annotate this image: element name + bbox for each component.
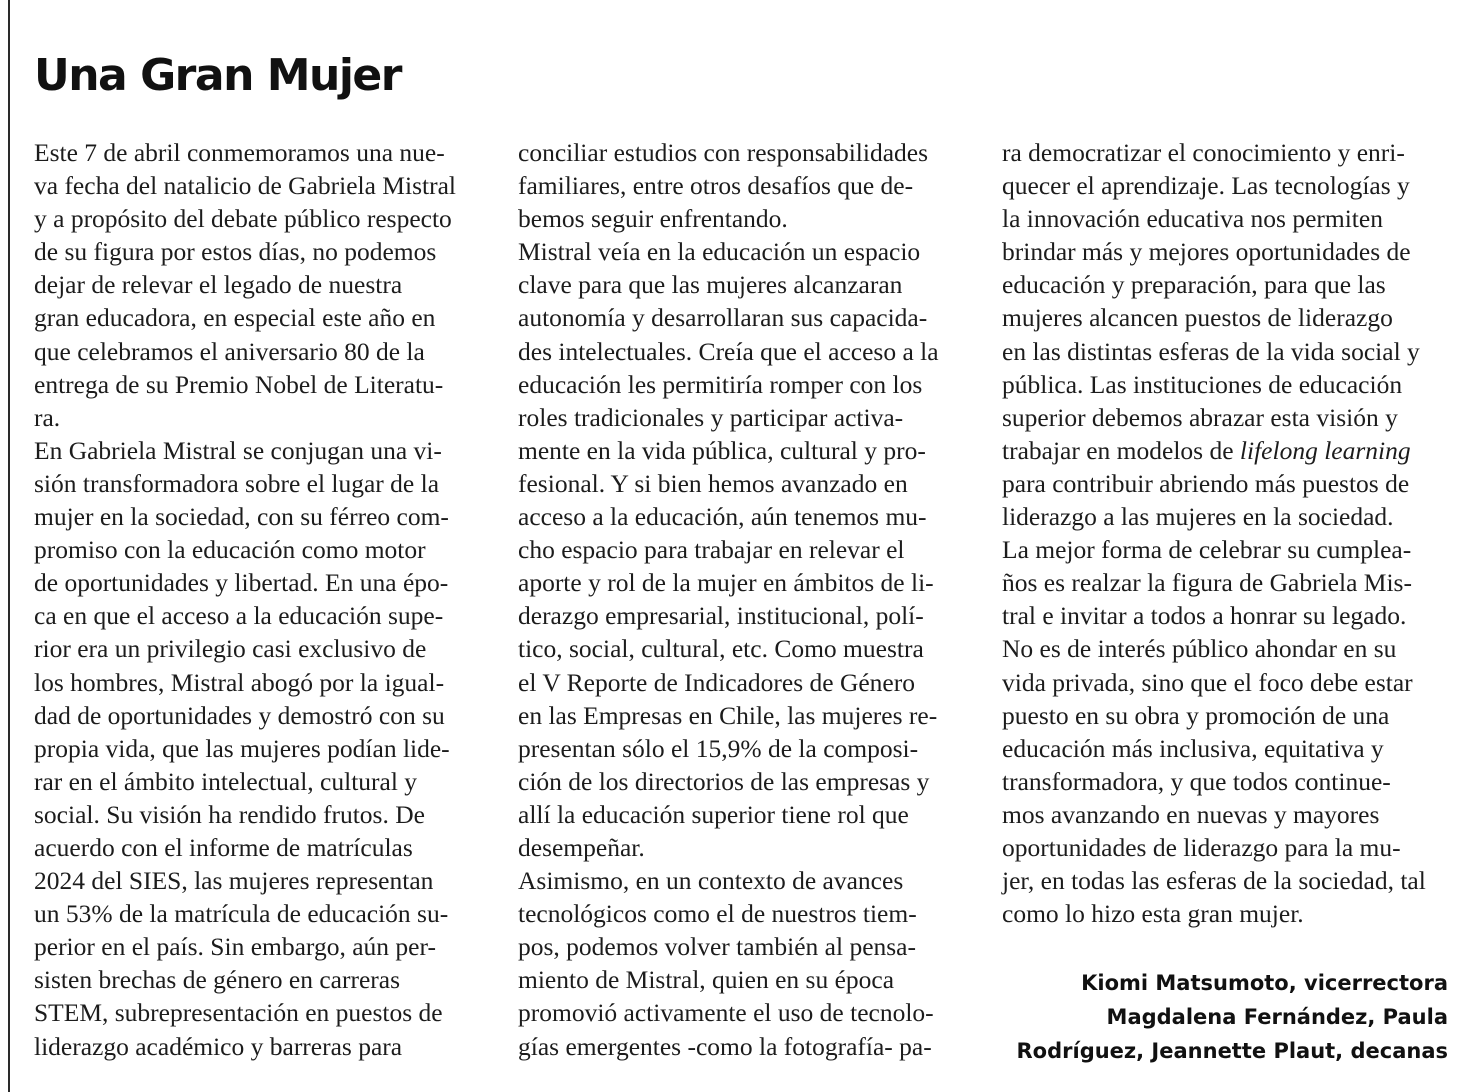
text-line: un 53% de la matrícula de educación su- [34,899,449,929]
text-line: promiso con la educación como motor [34,535,426,565]
text-line: derazgo empresarial, institucional, polí- [518,601,924,631]
text-line: mujeres alcancen puestos de liderazgo [1002,303,1393,333]
text-line: En Gabriela Mistral se conjugan una vi- [34,435,442,465]
text-line: Mistral veía en la educación un espacio [518,237,921,267]
text-line: Asimismo, en un contexto de avances [518,866,904,896]
text-line: de oportunidades y libertad. En una épo- [34,568,449,598]
text-line: rar en el ámbito intelectual, cultural y [34,766,418,796]
text-line: educación más inclusiva, equitativa y [1002,733,1384,763]
text-line: tral e invitar a todos a honrar su legado. [1002,601,1407,631]
text-line: autonomía y desarrollaran sus capacida- [518,303,928,333]
text-line: tecnológicos como el de nuestros tiem- [518,899,917,929]
text-line: STEM, subrepresentación en puestos de [34,998,443,1028]
article-column-3 [1002,136,1452,930]
text-line: la innovación educativa nos permiten [1002,204,1383,234]
signature-line: Rodríguez, Jeannette Plaut, decanas [1016,1039,1448,1063]
text-line: allí la educación superior tiene rol que [518,799,909,829]
text-line: La mejor forma de celebrar su cumplea- [1002,535,1412,565]
text-line: brindar más y mejores oportunidades de [1002,237,1411,267]
text-line: gran educadora, en especial este año en [34,303,436,333]
text-line: gías emergentes -como la fotografía- pa- [518,1031,932,1061]
text-line: clave para que las mujeres alcanzaran [518,270,903,300]
text-line: mos avanzando en nuevas y mayores [1002,799,1380,829]
text-line: fesional. Y si bien hemos avanzado en [518,468,908,498]
text-fragment: trabajar en modelos de [1002,435,1240,465]
text-line: vida privada, sino que el foco debe estar [1002,667,1413,697]
text-line: ca en que el acceso a la educación supe- [34,601,444,631]
text-line-with-italic [1002,434,1452,467]
text-line: entrega de su Premio Nobel de Literatu- [34,369,444,399]
text-line: miento de Mistral, quien en su época [518,965,895,995]
text-line: acceso a la educación, aún tenemos mu- [518,502,927,532]
text-line: que celebramos el aniversario 80 de la [34,336,425,366]
text-line: ción de los directorios de las empresas y [518,766,930,796]
italic-term: lifelong learning [1239,435,1411,465]
text-line: sión transformadora sobre el lugar de la [34,468,440,498]
text-line: va fecha del natalicio de Gabriela Mistral [34,171,456,201]
text-line: familiares, entre otros desafíos que de- [518,171,914,201]
headline: Una Gran Mujer [34,50,401,101]
text-line: educación y preparación, para que las [1002,270,1386,300]
text-line: tico, social, cultural, etc. Como muestra [518,634,924,664]
text-line: mente en la vida pública, cultural y pro- [518,435,926,465]
text-line: quecer el aprendizaje. Las tecnologías y [1002,171,1410,201]
text-line: desempeñar. [518,832,645,862]
text-line: puesto en su obra y promoción de una [1002,700,1390,730]
text-line: transformadora, y que todos continue- [1002,766,1391,796]
text-line: propia vida, que las mujeres podían lide- [34,733,450,763]
text-line: mujer en la sociedad, con su férreo com- [34,502,449,532]
text-line: para contribuir abriendo más puestos de [1002,468,1410,498]
signature [928,966,1448,1068]
text-line: jer, en todas las esferas de la sociedad, tal [1002,866,1426,896]
text-line: promovió activamente el uso de tecnolo- [518,998,934,1028]
text-line: cho espacio para trabajar en relevar el [518,535,905,565]
text-line: presentan sólo el 15,9% de la composi- [518,733,919,763]
text-line: en las Empresas en Chile, las mujeres re- [518,700,938,730]
text-line: pública. Las instituciones de educación [1002,369,1403,399]
text-line: liderazgo a las mujeres en la sociedad. [1002,502,1394,532]
text-line: No es de interés público ahondar en su [1002,634,1397,664]
text-line: pos, podemos volver también al pensa- [518,932,916,962]
text-line: oportunidades de liderazgo para la mu- [1002,832,1401,862]
text-line: Este 7 de abril conmemoramos una nue- [34,138,445,167]
text-line: superior debemos abrazar esta visión y [1002,402,1398,432]
text-line: dad de oportunidades y demostró con su [34,700,445,730]
text-line: sisten brechas de género en carreras [34,965,401,995]
article-column-2 [518,136,964,1063]
signature-line: Magdalena Fernández, Paula [1106,1005,1448,1029]
text-line: y a propósito del debate público respecto [34,204,452,234]
text-line: ra democratizar el conocimiento y enri- [1002,138,1405,167]
article-column-1 [34,136,484,1063]
text-line: como lo hizo esta gran mujer. [1002,899,1304,929]
signature-line: Kiomi Matsumoto, vicerrectora [1081,971,1448,995]
text-line: liderazgo académico y barreras para [34,1031,403,1061]
text-line: los hombres, Mistral abogó por la igual- [34,667,445,697]
text-line: social. Su visión ha rendido frutos. De [34,799,425,829]
text-line: ños es realzar la figura de Gabriela Mis- [1002,568,1412,598]
text-line: aporte y rol de la mujer en ámbitos de li- [518,568,934,598]
text-line: acuerdo con el informe de matrículas [34,832,413,862]
text-line: roles tradicionales y participar activa- [518,402,904,432]
column-rule [8,0,10,1092]
text-line: ra. [34,402,61,432]
text-line: bemos seguir enfrentando. [518,204,788,234]
text-line: en las distintas esferas de la vida social y [1002,336,1420,366]
text-line: dejar de relevar el legado de nuestra [34,270,403,300]
text-line: 2024 del SIES, las mujeres representan [34,866,434,896]
text-line: el V Reporte de Indicadores de Género [518,667,915,697]
text-line: de su figura por estos días, no podemos [34,237,437,267]
text-line: educación les permitiría romper con los [518,369,923,399]
text-line: rior era un privilegio casi exclusivo de [34,634,427,664]
text-line: perior en el país. Sin embargo, aún per- [34,932,436,962]
text-line: conciliar estudios con responsabilidades [518,138,929,167]
text-line: des intelectuales. Creía que el acceso a la [518,336,939,366]
